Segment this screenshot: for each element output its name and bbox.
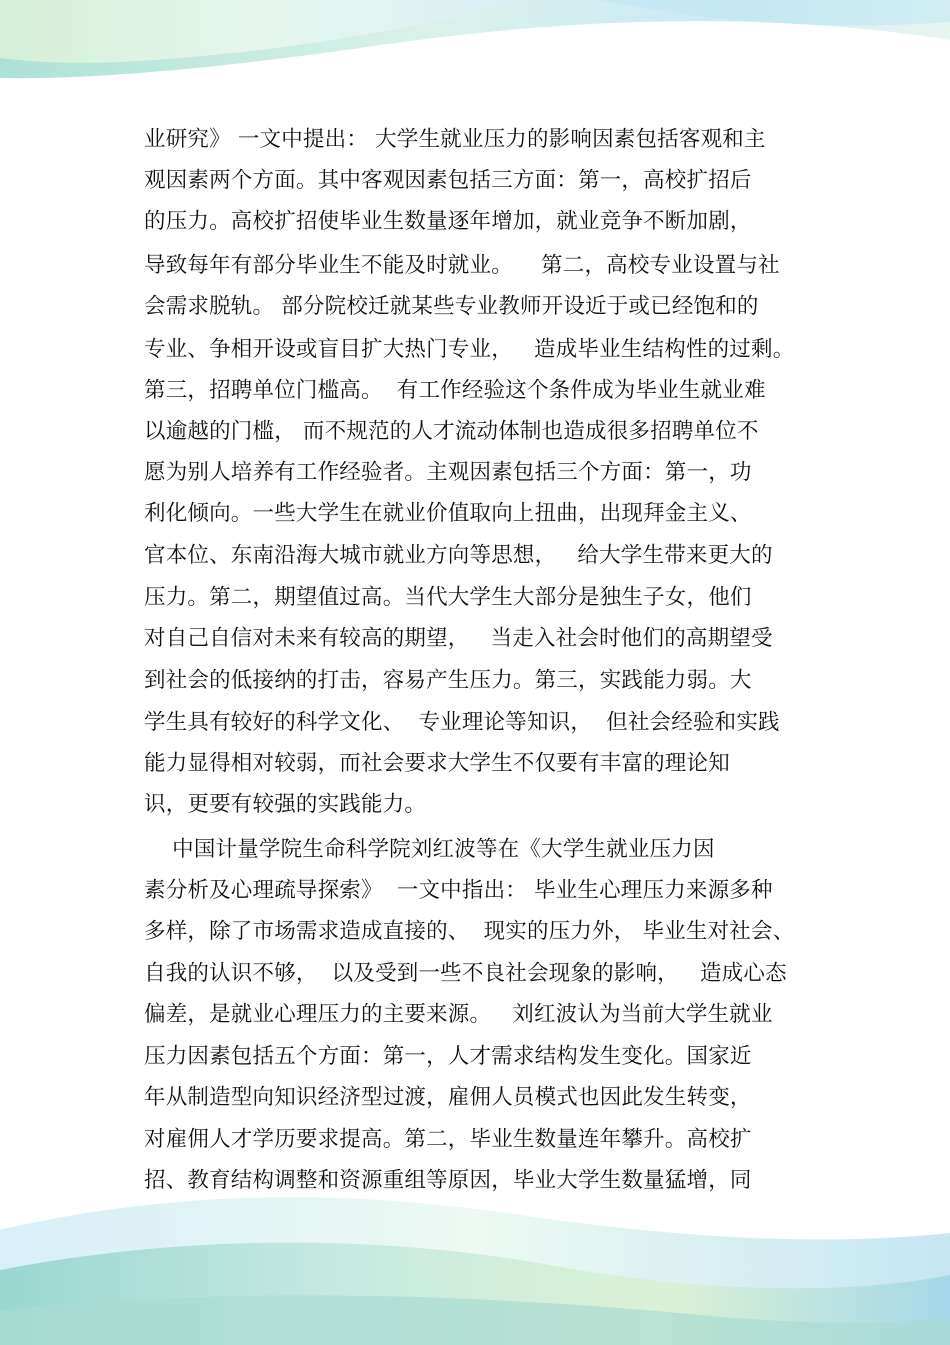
text-line: 的压力。高校扩招使毕业生数量逐年增加，就业竞争不断加剧， [144, 209, 752, 234]
text-line: 招、教育结构调整和资源重组等原因，毕业大学生数量猛增，同 [144, 1168, 752, 1193]
text-line: 观因素两个方面。其中客观因素包括三方面：第一，高校扩招后 [144, 168, 752, 193]
text-line: 压力。第二，期望值过高。当代大学生大部分是独生子女，他们 [144, 585, 752, 610]
text-line: 利化倾向。一些大学生在就业价值取向上扭曲，出现拜金主义、 [144, 501, 752, 526]
text-line: 对自己自信对未来有较高的期望， 当走入社会时他们的高期望受 [144, 626, 773, 651]
text-line: 业研究》 一文中提出： 大学生就业压力的影响因素包括客观和主 [144, 127, 766, 152]
text-line: 愿为别人培养有工作经验者。主观因素包括三个方面：第一，功 [144, 460, 752, 485]
text-line: 年从制造型向知识经济型过渡，雇佣人员模式也因此发生转变， [144, 1085, 752, 1110]
text-line: 压力因素包括五个方面：第一，人才需求结构发生变化。国家近 [144, 1044, 752, 1069]
text-line: 到社会的低接纳的打击，容易产生压力。第三，实践能力弱。大 [144, 668, 752, 693]
text-line: 官本位、东南沿海大城市就业方向等思想， 给大学生带来更大的 [144, 543, 773, 568]
text-line: 学生具有较好的科学文化、 专业理论等知识， 但社会经验和实践 [144, 710, 780, 735]
text-line: 多样，除了市场需求造成直接的、 现实的压力外， 毕业生对社会、 [144, 919, 795, 944]
text-line: 自我的认识不够， 以及受到一些不良社会现象的影响， 造成心态 [144, 961, 787, 986]
text-line: 专业、争相开设或盲目扩大热门专业， 造成毕业生结构性的过剩。 [144, 337, 795, 362]
text-line: 偏差，是就业心理压力的主要来源。 刘红波认为当前大学生就业 [144, 1002, 773, 1027]
text-line: 素分析及心理疏导探索》 一文中指出： 毕业生心理压力来源多种 [144, 878, 773, 903]
text-line: 能力显得相对较弱，而社会要求大学生不仅要有丰富的理论知 [144, 751, 730, 776]
text-line: 导致每年有部分毕业生不能及时就业。 第二，高校专业设置与社 [144, 253, 780, 278]
text-line: 对雇佣人才学历要求提高。第二，毕业生数量连年攀升。高校扩 [144, 1127, 752, 1152]
text-line: 会需求脱轨。 部分院校迁就某些专业教师开设近于或已经饱和的 [144, 294, 759, 319]
text-line: 中国计量学院生命科学院刘红波等在《大学生就业压力因 [144, 837, 715, 862]
text-line: 识，更要有较强的实践能力。 [144, 792, 427, 817]
text-line: 以逾越的门槛， 而不规范的人才流动体制也造成很多招聘单位不 [144, 419, 759, 444]
text-line: 第三，招聘单位门槛高。 有工作经验这个条件成为毕业生就业难 [144, 378, 766, 403]
